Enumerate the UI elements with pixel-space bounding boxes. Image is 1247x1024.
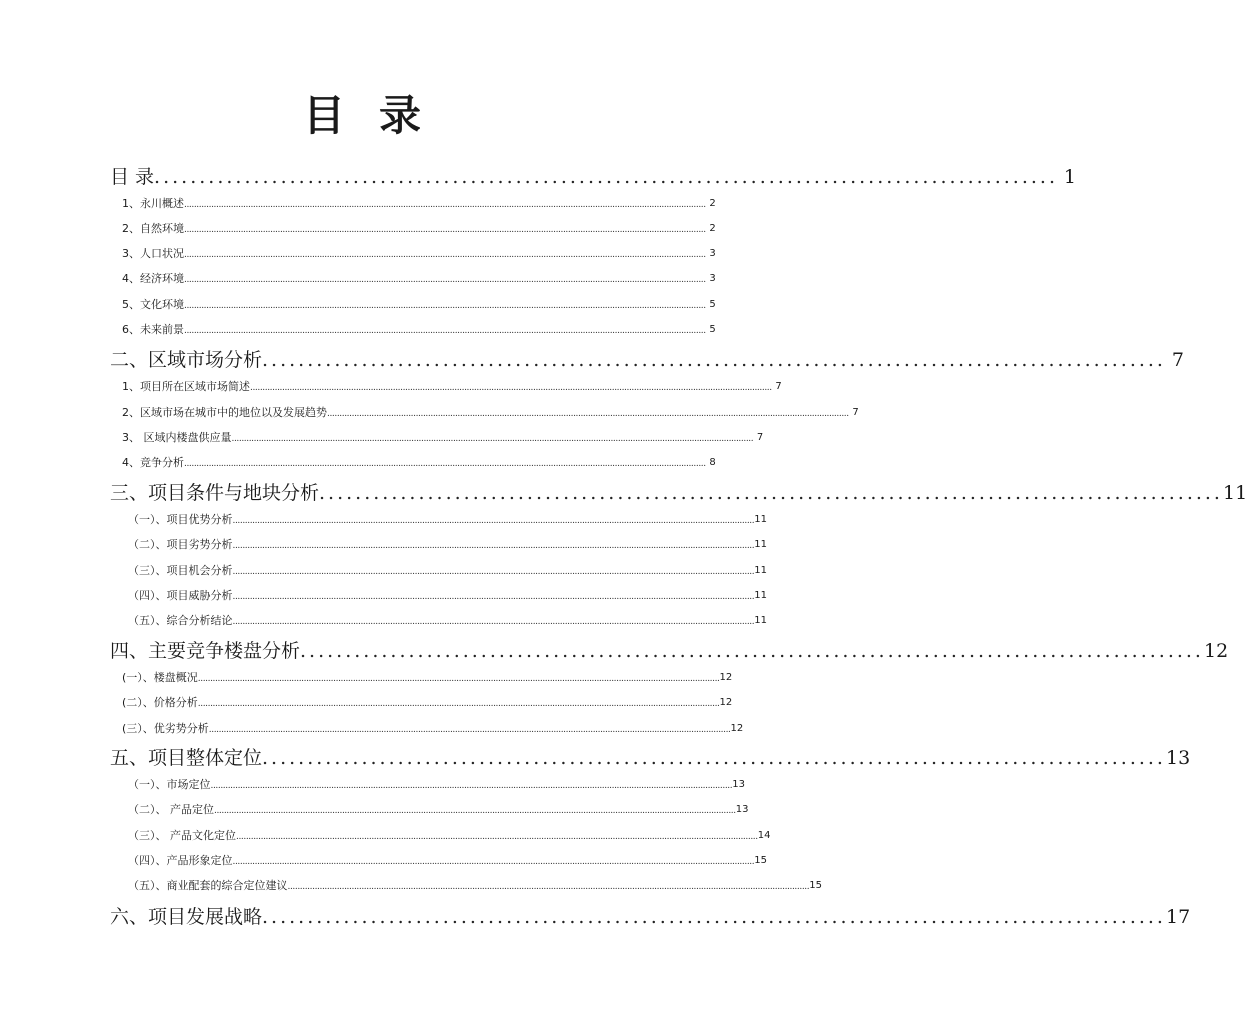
toc-entry-page: 11	[754, 514, 767, 525]
toc-entry[interactable]	[128, 852, 767, 868]
toc-entry-label: （四）、项目威胁分析	[128, 589, 233, 602]
toc-entry-page: 5	[709, 324, 716, 335]
dot-leader: ....................................................................................................	[319, 482, 1223, 504]
toc-entry-label: （二）、 产品定位	[128, 803, 214, 816]
dot-leader: ....................................................................................................................................................................................................................	[184, 250, 706, 260]
toc-entry-page: 12	[719, 697, 733, 708]
toc-entry-label: 二、区域市场分析	[110, 349, 263, 371]
toc-entry-label: 2、区域市场在城市中的地位以及发展趋势	[122, 406, 327, 419]
toc-entry[interactable]	[128, 587, 767, 603]
toc-entry-label: 4、经济环境	[122, 272, 184, 285]
toc-entry-label: 4、竞争分析	[122, 456, 184, 469]
toc-entry-page: 7	[1171, 349, 1184, 371]
toc-entry-page: 5	[709, 299, 716, 310]
toc-entry-label: （三）、 产品文化定位	[128, 829, 236, 842]
dot-leader: ....................................................................................................................................................................................................................	[210, 781, 733, 791]
dot-leader: ....................................................................................................................................................................................................................	[232, 567, 755, 577]
toc-entry-page: 7	[852, 407, 859, 418]
toc-entry-page: 17	[1165, 906, 1191, 928]
toc-entry-label: 六、项目发展战略	[110, 906, 263, 928]
dot-leader: ....................................................................................................................................................................................................................	[232, 617, 755, 627]
toc-entry-page: 12	[730, 723, 744, 734]
toc-entry[interactable]	[128, 877, 822, 893]
toc-entry[interactable]	[122, 720, 744, 736]
toc-entry[interactable]	[122, 429, 764, 445]
toc-entry-major[interactable]	[110, 902, 1191, 930]
toc-entry[interactable]	[128, 776, 745, 792]
toc-entry-page: 15	[809, 880, 822, 891]
toc-entry[interactable]	[122, 296, 716, 312]
toc-entry[interactable]	[122, 404, 859, 420]
toc-entry-page: 1	[1063, 166, 1077, 188]
toc-entry[interactable]	[122, 669, 733, 685]
toc-entry-label: （二）、项目劣势分析	[128, 538, 233, 551]
dot-leader: ....................................................................................................................................................................................................................	[214, 806, 736, 816]
dot-leader: ....................................................................................................................................................................................................................	[184, 200, 706, 210]
page-title: 目录	[302, 91, 455, 140]
dot-leader: ....................................................................................................................................................................................................................	[250, 383, 772, 393]
toc-entry-page: 12	[719, 672, 733, 683]
dot-leader: ....................................................................................................................................................................................................................	[232, 857, 755, 867]
dot-leader: ....................................................................................................................................................................................................................	[236, 832, 758, 842]
toc-entry-label: (一）、楼盘概况	[122, 671, 198, 684]
toc-entry[interactable]	[128, 801, 749, 817]
toc-entry[interactable]	[128, 612, 767, 628]
toc-entry-label: (二）、价格分析	[122, 696, 198, 709]
toc-entry-label: 五、项目整体定位	[110, 747, 263, 769]
toc-entry-page: 11	[754, 539, 767, 550]
toc-entry-label: 3、人口状况	[122, 247, 184, 260]
toc-entry-page: 7	[775, 381, 782, 392]
dot-leader: ....................................................................................................................................................................................................................	[232, 541, 755, 551]
dot-leader: ....................................................................................................................................................................................................................	[197, 674, 720, 684]
toc-entry-major[interactable]	[110, 478, 1247, 506]
dot-leader: ....................................................................................................................................................................................................................	[184, 275, 706, 285]
dot-leader: ....................................................................................................................................................................................................................	[232, 516, 755, 526]
toc-entry-label: 1、永川概述	[122, 197, 184, 210]
toc-entry-page: 2	[709, 198, 716, 209]
toc-entry[interactable]	[128, 511, 767, 527]
toc-entry-label: （四）、产品形象定位	[128, 854, 233, 867]
dot-leader: ....................................................................................................	[262, 747, 1166, 769]
toc-entry-page: 11	[754, 615, 767, 626]
toc-entry-page: 13	[735, 804, 749, 815]
toc-entry-page: 8	[709, 457, 716, 468]
dot-leader: ....................................................................................................................................................................................................................	[184, 459, 706, 469]
toc-entry-label: （一）、市场定位	[128, 778, 211, 791]
toc-entry[interactable]	[122, 378, 782, 394]
toc-entry-page: 11	[754, 590, 767, 601]
toc-entry-page: 2	[709, 223, 716, 234]
toc-entry-major[interactable]	[110, 162, 1077, 190]
toc-entry-major[interactable]	[110, 345, 1184, 373]
toc-entry-label: 6、未来前景	[122, 323, 184, 336]
toc-entry[interactable]	[122, 195, 716, 211]
toc-entry-page: 11	[1222, 482, 1247, 504]
toc-entry[interactable]	[122, 245, 716, 261]
dot-leader: ....................................................................................................................................................................................................................	[287, 882, 810, 892]
toc-entry-label: (三）、优劣势分析	[122, 722, 209, 735]
dot-leader: ....................................................................................................	[300, 640, 1204, 662]
dot-leader: ....................................................................................................	[154, 166, 1059, 188]
toc-entry-label: 3、 区域内楼盘供应量	[122, 431, 232, 444]
dot-leader: ....................................................................................................................................................................................................................	[184, 225, 706, 235]
toc-entry-major[interactable]	[110, 636, 1229, 664]
dot-leader: ....................................................................................................................................................................................................................	[232, 592, 755, 602]
toc-entry[interactable]	[122, 694, 733, 710]
toc-entry[interactable]	[122, 321, 716, 337]
toc-entry-label: 三、项目条件与地块分析	[110, 482, 320, 504]
toc-entry[interactable]	[128, 827, 771, 843]
dot-leader: ....................................................................................................	[262, 906, 1166, 928]
toc-entry[interactable]	[128, 536, 767, 552]
toc-entry-label: （三）、项目机会分析	[128, 564, 233, 577]
toc-entry-page: 7	[756, 432, 764, 443]
toc-entry-label: 1、项目所在区域市场简述	[122, 380, 250, 393]
toc-entry-page: 11	[754, 565, 767, 576]
toc-entry-label: 5、文化环境	[122, 298, 184, 311]
toc-entry-label: 目 录	[110, 166, 155, 188]
dot-leader: ....................................................................................................................................................................................................................	[197, 699, 720, 709]
toc-entry-major[interactable]	[110, 743, 1191, 771]
toc-entry[interactable]	[128, 562, 767, 578]
toc-entry-label: （五）、综合分析结论	[128, 614, 233, 627]
toc-entry-label: （一）、项目优势分析	[128, 513, 233, 526]
toc-entry[interactable]	[122, 454, 716, 470]
toc-entry-label: 四、主要竞争楼盘分析	[110, 640, 301, 662]
toc-entry-label: 2、自然环境	[122, 222, 184, 235]
toc-entry-label: （五）、商业配套的综合定位建议	[128, 879, 288, 892]
dot-leader: ....................................................................................................................................................................................................................	[327, 409, 849, 419]
toc-entry-page: 13	[1165, 747, 1191, 769]
toc-entry-page: 3	[709, 248, 716, 259]
toc-entry-page: 3	[709, 273, 716, 284]
toc-entry-page: 15	[754, 855, 767, 866]
toc-entry[interactable]	[122, 220, 716, 236]
dot-leader: ....................................................................................................................................................................................................................	[231, 434, 754, 444]
toc-entry-page: 13	[732, 779, 745, 790]
dot-leader: ....................................................................................................................................................................................................................	[208, 725, 731, 735]
dot-leader: ....................................................................................................................................................................................................................	[184, 301, 706, 311]
toc-entry[interactable]	[122, 270, 716, 286]
dot-leader: ....................................................................................................................................................................................................................	[184, 326, 706, 336]
dot-leader: ....................................................................................................	[262, 349, 1166, 371]
toc-entry-page: 12	[1203, 640, 1229, 662]
toc-entry-page: 14	[757, 830, 771, 841]
